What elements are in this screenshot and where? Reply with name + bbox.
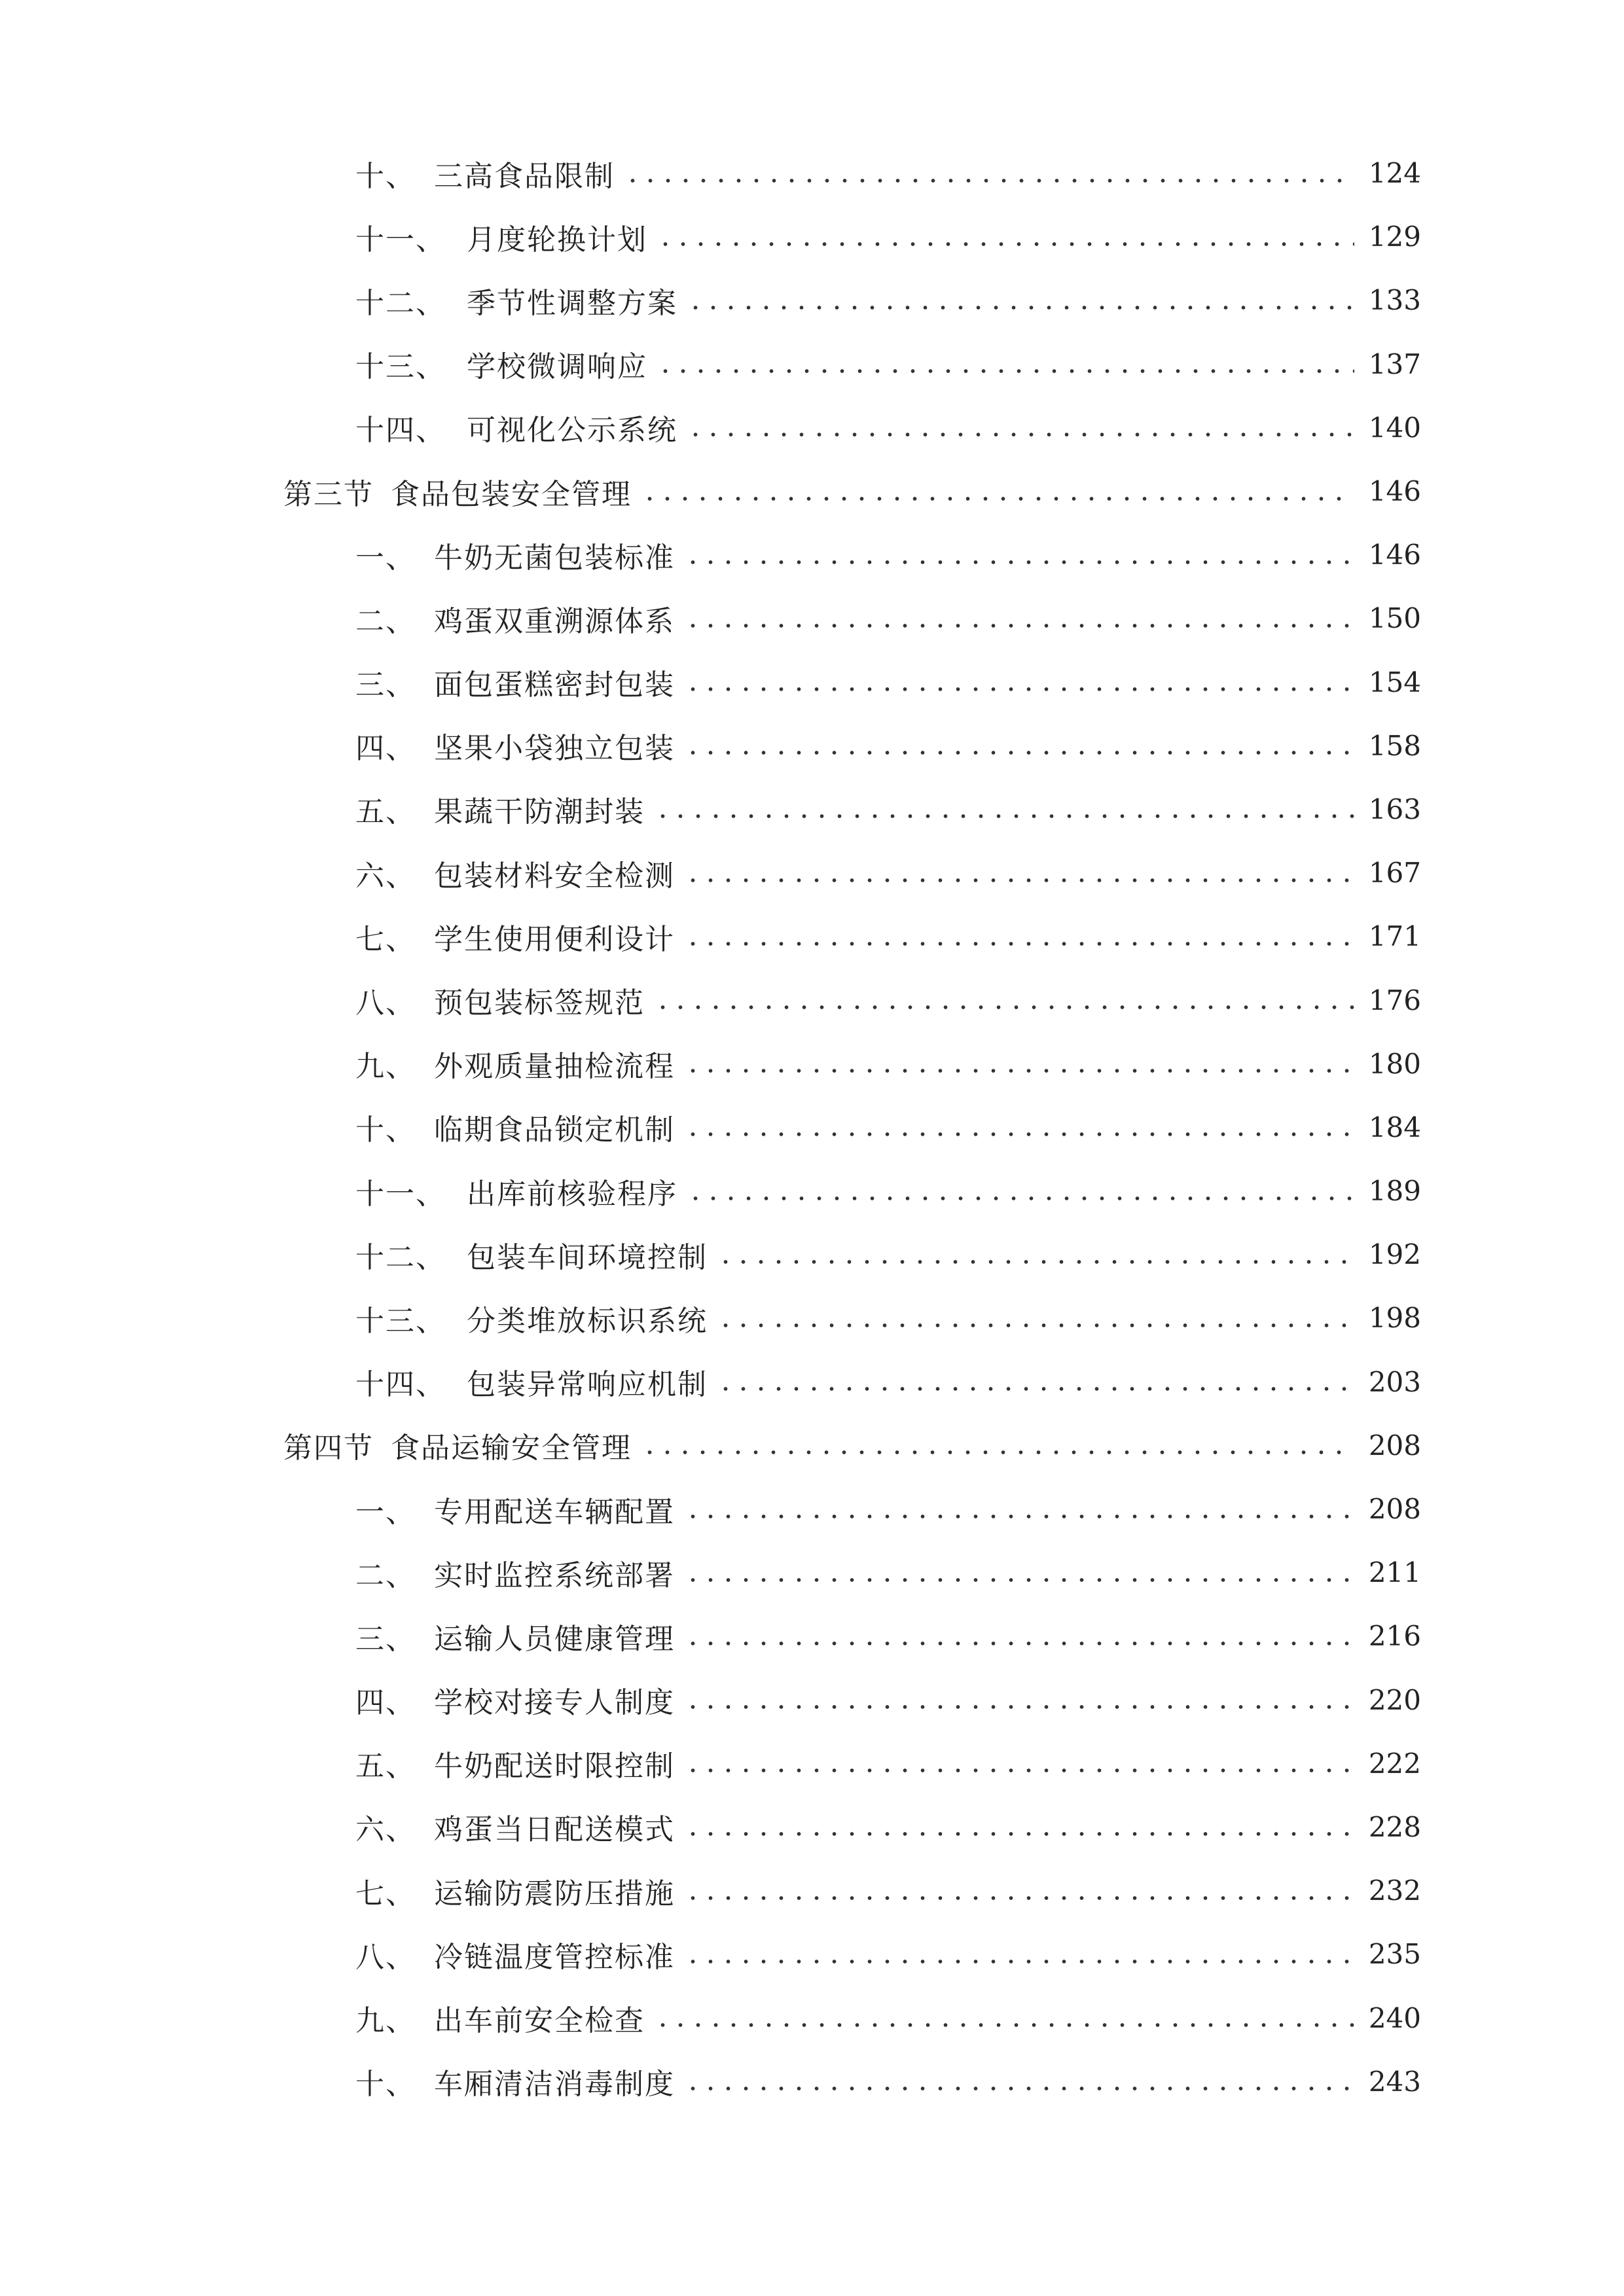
- toc-entry-title: 预包装标签规范: [434, 986, 645, 1020]
- toc-row: [0, 1414, 1624, 1477]
- toc-entry-page-number: 235: [1368, 1938, 1421, 1971]
- toc-entry-title: 可视化公示系统: [467, 414, 677, 448]
- dot-leader: [684, 556, 1354, 569]
- toc-row: [0, 1159, 1624, 1223]
- toc-item-entry[interactable]: [355, 905, 1421, 968]
- toc-entry-page-number: 184: [1368, 1111, 1421, 1143]
- toc-entry-title: 临期食品锁定机制: [434, 1113, 675, 1147]
- toc-entry-title: 包装异常响应机制: [467, 1368, 708, 1402]
- toc-entry-number: 七、: [355, 1876, 416, 1910]
- dot-leader: [684, 2082, 1354, 2095]
- toc-section-entry[interactable]: [283, 1414, 1421, 1477]
- dot-leader: [684, 1827, 1354, 1840]
- toc-row: [0, 1986, 1624, 2049]
- toc-row: [0, 714, 1624, 778]
- toc-entry-title: 月度轮换计划: [467, 223, 647, 257]
- dot-leader: [687, 428, 1354, 441]
- toc-entry-number: 六、: [355, 1813, 416, 1847]
- toc-entry-number: 八、: [355, 986, 416, 1020]
- toc-item-entry[interactable]: [355, 1286, 1421, 1350]
- toc-row: [0, 1032, 1624, 1096]
- toc-entry-number: 八、: [355, 1940, 416, 1974]
- toc-item-entry[interactable]: [355, 1477, 1421, 1541]
- toc-row: [0, 459, 1624, 523]
- toc-item-entry[interactable]: [355, 332, 1421, 396]
- toc-entry-page-number: 189: [1368, 1175, 1421, 1208]
- toc-entry-number: 五、: [355, 1749, 416, 1784]
- toc-entry-title: 学校微调响应: [467, 350, 647, 384]
- toc-entry-title: 分类堆放标识系统: [467, 1304, 708, 1338]
- toc-entry-page-number: 222: [1368, 1747, 1421, 1780]
- toc-item-entry[interactable]: [355, 1223, 1421, 1286]
- toc-entry-title: 三高食品限制: [434, 159, 615, 193]
- toc-item-entry[interactable]: [355, 268, 1421, 332]
- toc-entry-number: 十二、: [355, 1240, 446, 1274]
- toc-entry-title: 面包蛋糕密封包装: [434, 668, 675, 702]
- toc-entry-number: 十、: [355, 1113, 416, 1147]
- toc-row: [0, 268, 1624, 332]
- toc-entry-title: 学校对接专人制度: [434, 1686, 675, 1720]
- toc-entry-number: 十四、: [355, 1368, 446, 1402]
- toc-item-entry[interactable]: [355, 1096, 1421, 1159]
- dot-leader: [717, 1382, 1354, 1395]
- toc-item-entry[interactable]: [355, 1986, 1421, 2049]
- toc-item-entry[interactable]: [355, 1795, 1421, 1859]
- dot-leader: [654, 1001, 1354, 1014]
- toc-entry-number: 三、: [355, 668, 416, 702]
- dot-leader: [684, 1128, 1354, 1141]
- toc-item-entry[interactable]: [355, 841, 1421, 905]
- toc-entry-title: 牛奶配送时限控制: [434, 1749, 675, 1784]
- toc-item-entry[interactable]: [355, 778, 1421, 841]
- toc-row: [0, 651, 1624, 714]
- toc-entry-page-number: 146: [1368, 475, 1421, 508]
- toc-item-entry[interactable]: [355, 586, 1421, 650]
- toc-item-entry[interactable]: [355, 1922, 1421, 1986]
- toc-entry-page-number: 129: [1368, 221, 1421, 253]
- toc-entry-page-number: 240: [1368, 2001, 1421, 2034]
- toc-row: [0, 1732, 1624, 1795]
- toc-entry-page-number: 243: [1368, 2065, 1421, 2098]
- toc-entry-page-number: 140: [1368, 411, 1421, 444]
- toc-entry-title: 坚果小袋独立包装: [434, 732, 675, 766]
- dot-leader: [684, 1892, 1354, 1905]
- toc-row: [0, 1859, 1624, 1922]
- toc-item-entry[interactable]: [355, 2050, 1421, 2113]
- dot-leader: [641, 492, 1354, 505]
- toc-entry-title: 包装车间环境控制: [467, 1240, 708, 1274]
- toc-entry-number: 第三节: [283, 477, 374, 511]
- toc-item-entry[interactable]: [355, 1668, 1421, 1732]
- toc-entry-title: 出库前核验程序: [467, 1177, 677, 1211]
- toc-item-entry[interactable]: [355, 523, 1421, 586]
- toc-entry-page-number: 150: [1368, 602, 1421, 635]
- toc-row: [0, 1922, 1624, 1986]
- toc-entry-title: 运输人员健康管理: [434, 1622, 675, 1656]
- table-of-contents: [0, 141, 1624, 2113]
- toc-entry-page-number: 198: [1368, 1302, 1421, 1335]
- dot-leader: [684, 937, 1354, 950]
- toc-entry-number: 二、: [355, 1558, 416, 1592]
- toc-entry-title: 学生使用便利设计: [434, 922, 675, 956]
- toc-row: [0, 778, 1624, 841]
- toc-entry-page-number: 154: [1368, 666, 1421, 698]
- toc-entry-page-number: 171: [1368, 920, 1421, 953]
- toc-entry-page-number: 158: [1368, 729, 1421, 762]
- toc-entry-number: 十一、: [355, 223, 446, 257]
- toc-entry-page-number: 220: [1368, 1683, 1421, 1716]
- toc-row: [0, 1795, 1624, 1859]
- toc-entry-page-number: 176: [1368, 984, 1421, 1016]
- toc-entry-number: 第四节: [283, 1431, 374, 1465]
- toc-entry-number: 二、: [355, 604, 416, 638]
- toc-entry-number: 六、: [355, 859, 416, 893]
- dot-leader: [684, 619, 1354, 632]
- toc-item-entry[interactable]: [355, 651, 1421, 714]
- toc-row: [0, 1604, 1624, 1668]
- toc-entry-page-number: 180: [1368, 1047, 1421, 1080]
- dot-leader: [641, 1446, 1354, 1459]
- toc-entry-number: 十一、: [355, 1177, 446, 1211]
- toc-row: [0, 2050, 1624, 2113]
- toc-entry-page-number: 208: [1368, 1429, 1421, 1462]
- dot-leader: [684, 874, 1354, 887]
- toc-row: [0, 141, 1624, 205]
- dot-leader: [687, 1192, 1354, 1205]
- toc-entry-number: 十、: [355, 159, 416, 193]
- toc-entry-title: 鸡蛋双重溯源体系: [434, 604, 675, 638]
- toc-entry-page-number: 216: [1368, 1620, 1421, 1653]
- dot-leader: [684, 746, 1354, 759]
- toc-entry-number: 九、: [355, 1050, 416, 1084]
- toc-entry-title: 实时监控系统部署: [434, 1558, 675, 1592]
- toc-entry-page-number: 137: [1368, 348, 1421, 380]
- toc-entry-number: 四、: [355, 1686, 416, 1720]
- dot-leader: [684, 1700, 1354, 1713]
- toc-entry-title: 包装材料安全检测: [434, 859, 675, 893]
- toc-row: [0, 1350, 1624, 1414]
- toc-entry-page-number: 192: [1368, 1238, 1421, 1271]
- toc-entry-title: 车厢清洁消毒制度: [434, 2068, 675, 2102]
- dot-leader: [717, 1255, 1354, 1268]
- dot-leader: [684, 1764, 1354, 1777]
- toc-entry-number: 九、: [355, 2004, 416, 2038]
- toc-item-entry[interactable]: [355, 1859, 1421, 1922]
- toc-item-entry[interactable]: [355, 1350, 1421, 1414]
- toc-entry-number: 十三、: [355, 1304, 446, 1338]
- toc-item-entry[interactable]: [355, 1604, 1421, 1668]
- toc-item-entry[interactable]: [355, 1732, 1421, 1795]
- dot-leader: [654, 2018, 1354, 2032]
- toc-row: [0, 332, 1624, 396]
- toc-entry-page-number: 211: [1368, 1556, 1421, 1589]
- toc-item-entry[interactable]: [355, 141, 1421, 205]
- toc-entry-number: 十二、: [355, 286, 446, 320]
- toc-entry-title: 鸡蛋当日配送模式: [434, 1813, 675, 1847]
- toc-item-entry[interactable]: [355, 1159, 1421, 1223]
- toc-row: [0, 205, 1624, 268]
- toc-entry-page-number: 163: [1368, 793, 1421, 825]
- toc-entry-title: 食品运输安全管理: [391, 1431, 632, 1465]
- toc-entry-page-number: 208: [1368, 1493, 1421, 1526]
- toc-entry-title: 季节性调整方案: [467, 286, 677, 320]
- toc-entry-number: 四、: [355, 732, 416, 766]
- toc-row: [0, 586, 1624, 650]
- toc-entry-title: 出车前安全检查: [434, 2004, 645, 2038]
- toc-entry-number: 七、: [355, 922, 416, 956]
- toc-row: [0, 1223, 1624, 1286]
- toc-row: [0, 523, 1624, 586]
- toc-entry-title: 运输防震防压措施: [434, 1876, 675, 1910]
- dot-leader: [684, 1510, 1354, 1523]
- toc-entry-page-number: 133: [1368, 284, 1421, 317]
- dot-leader: [684, 1955, 1354, 1968]
- toc-entry-title: 食品包装安全管理: [391, 477, 632, 511]
- toc-entry-number: 十、: [355, 2068, 416, 2102]
- toc-row: [0, 968, 1624, 1031]
- toc-item-entry[interactable]: [355, 1541, 1421, 1604]
- toc-item-entry[interactable]: [355, 205, 1421, 268]
- dot-leader: [684, 1064, 1354, 1077]
- toc-entry-page-number: 203: [1368, 1365, 1421, 1398]
- toc-entry-page-number: 124: [1368, 157, 1421, 190]
- toc-row: [0, 1286, 1624, 1350]
- toc-entry-title: 专用配送车辆配置: [434, 1495, 675, 1529]
- toc-row: [0, 841, 1624, 905]
- toc-entry-page-number: 228: [1368, 1810, 1421, 1843]
- dot-leader: [684, 683, 1354, 696]
- toc-entry-number: 三、: [355, 1622, 416, 1656]
- toc-entry-number: 一、: [355, 541, 416, 575]
- toc-row: [0, 1477, 1624, 1541]
- toc-row: [0, 1668, 1624, 1732]
- dot-leader: [657, 238, 1354, 251]
- toc-entry-page-number: 146: [1368, 539, 1421, 571]
- toc-row: [0, 905, 1624, 968]
- dot-leader: [687, 301, 1354, 314]
- toc-row: [0, 1541, 1624, 1604]
- dot-leader: [624, 174, 1354, 187]
- dot-leader: [657, 365, 1354, 378]
- dot-leader: [684, 1637, 1354, 1650]
- toc-entry-title: 果蔬干防潮封装: [434, 795, 645, 829]
- toc-item-entry[interactable]: [355, 968, 1421, 1031]
- dot-leader: [684, 1573, 1354, 1587]
- toc-entry-number: 一、: [355, 1495, 416, 1529]
- toc-entry-number: 五、: [355, 795, 416, 829]
- toc-entry-title: 牛奶无菌包装标准: [434, 541, 675, 575]
- toc-item-entry[interactable]: [355, 714, 1421, 778]
- toc-entry-title: 外观质量抽检流程: [434, 1050, 675, 1084]
- toc-section-entry[interactable]: [283, 459, 1421, 523]
- toc-entry-number: 十四、: [355, 414, 446, 448]
- toc-entry-number: 十三、: [355, 350, 446, 384]
- toc-item-entry[interactable]: [355, 396, 1421, 459]
- toc-item-entry[interactable]: [355, 1032, 1421, 1096]
- dot-leader: [654, 810, 1354, 823]
- toc-entry-page-number: 232: [1368, 1874, 1421, 1907]
- toc-row: [0, 1096, 1624, 1159]
- dot-leader: [717, 1319, 1354, 1332]
- toc-entry-page-number: 167: [1368, 857, 1421, 889]
- toc-entry-title: 冷链温度管控标准: [434, 1940, 675, 1974]
- toc-row: [0, 396, 1624, 459]
